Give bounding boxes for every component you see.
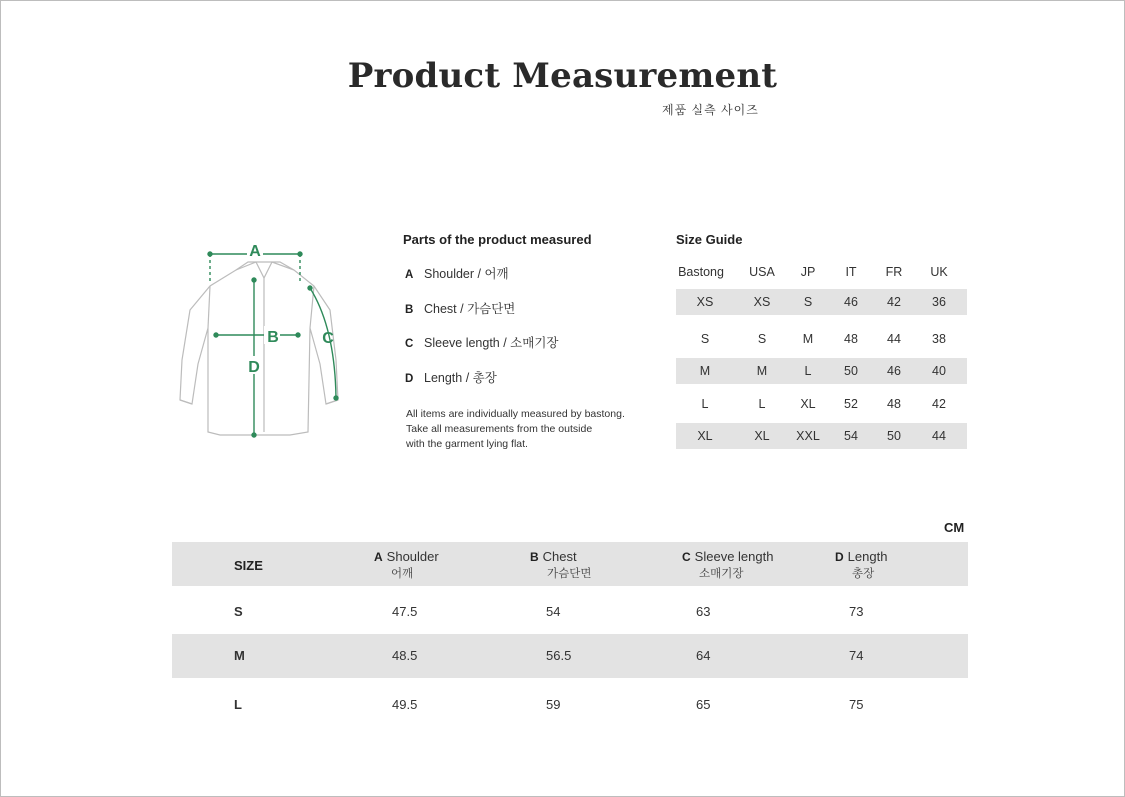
size-guide-cell: XS [696,295,714,309]
diagram-label-a: A [249,243,261,260]
dot-icon [298,252,302,256]
column-label-en: Shoulder [386,549,439,564]
page-subtitle-korean: 제품 실측 사이즈 [662,103,759,117]
parts-list [405,264,645,402]
size-guide-cell: L [701,397,709,411]
dot-icon [252,433,256,437]
size-guide-cell: 38 [932,332,946,346]
page-title: Product Measurement [347,56,778,96]
table-row [172,683,968,727]
chest-cell: 54 [546,604,561,619]
length-cell: 74 [849,648,864,663]
diagram-label-b: B [267,329,279,346]
size-guide-cell: 46 [844,295,858,309]
size-guide-cell: M [802,332,814,346]
size-guide-col-header: JP [800,265,816,279]
size-guide-row [676,289,967,315]
part-letter: D [405,372,414,385]
size-guide-cell: XXL [796,429,820,443]
column-label-ko: 총장 [852,568,875,580]
table-row [172,590,968,634]
sleeve-length-cell: 64 [696,648,711,663]
part-item-length [405,368,645,403]
size-cell: M [234,648,245,663]
column-letter: A [374,550,383,564]
length-cell: 75 [849,697,864,712]
shoulder-cell: 49.5 [392,697,418,712]
column-label-ko: 소매기장 [699,568,744,580]
size-guide-cell: 42 [932,397,946,411]
size-cell: S [234,604,243,619]
column-label-ko: 어깨 [391,568,414,580]
shirt-outline [180,262,338,435]
shoulder-cell: 48.5 [392,648,418,663]
column-label-en: Length [847,549,888,564]
size-guide-cell: XL [800,397,816,411]
column-label-en: Chest [542,549,577,564]
length-cell: 73 [849,604,864,619]
dot-icon [208,252,212,256]
size-guide-cell: M [699,364,711,378]
column-label-ko: 가슴단면 [547,568,592,580]
measurement-table-header [172,542,968,586]
size-guide-cell: L [758,397,766,411]
size-guide-cell: XL [754,429,770,443]
size-guide-cell: L [804,364,812,378]
dot-icon [252,278,256,282]
size-guide-col-header: UK [930,265,948,279]
sleeve-length-cell: 63 [696,604,711,619]
measurement-note [406,407,666,452]
size-guide-cell: XS [753,295,771,309]
size-guide-cell: S [700,332,710,346]
parts-heading: Parts of the product measured [403,232,592,247]
chest-cell: 56.5 [546,648,572,663]
size-guide-row [676,423,967,449]
size-guide-cell: XL [697,429,713,443]
column-letter: C [682,550,691,564]
size-guide-cell: 40 [932,364,946,378]
size-cell: L [234,697,242,712]
size-guide-row [676,358,967,384]
dot-icon [214,333,218,337]
part-label: Chest / 가슴단면 [424,301,516,316]
part-label: Shoulder / 어깨 [424,267,509,281]
unit-label: CM [944,520,965,535]
size-guide-cell: 50 [887,429,901,443]
part-letter: C [405,338,414,350]
dot-icon [334,396,338,400]
column-letter: B [530,550,539,564]
size-guide-header-row [676,259,967,285]
size-guide-heading: Size Guide [676,232,743,247]
size-guide-cell: 52 [844,397,858,411]
shoulder-cell: 47.5 [392,604,418,619]
length-column-header [835,549,887,581]
shoulder-column-header [374,549,439,581]
size-guide-col-header: FR [885,265,903,279]
sleeve-length-column-header [682,549,773,581]
garment-measurement-diagram [170,232,350,447]
size-guide-col-header: Bastong [678,265,724,279]
size-guide-col-header: USA [749,265,775,279]
table-row [172,634,968,678]
size-guide-cell: S [757,332,767,346]
note-line: Take all measurements from the outside [406,423,593,435]
part-label: Sleeve length / 소매기장 [424,336,559,350]
note-line: with the garment lying flat. [406,438,528,450]
size-guide-cell: 44 [932,429,946,443]
size-guide-cell: 36 [932,295,946,309]
size-guide-cell: 44 [887,332,901,346]
size-guide-row [676,391,967,417]
part-label: Length / 총장 [424,370,497,385]
chest-column-header [530,549,591,581]
size-guide-cell: 46 [887,364,901,378]
part-item-shoulder [405,264,645,299]
size-guide-cell: 42 [887,295,901,309]
chest-cell: 59 [546,697,561,712]
size-guide-cell: 48 [844,332,858,346]
part-letter: A [405,269,414,281]
size-guide-cell: 48 [887,397,901,411]
part-item-sleeve-length [405,333,645,368]
note-line: All items are individually measured by bastong. [406,408,625,420]
column-letter: D [835,550,844,564]
sleeve-length-cell: 65 [696,697,711,712]
column-label-en: Sleeve length [694,549,774,564]
part-letter: B [405,303,414,316]
diagram-label-d: D [248,359,260,376]
size-guide-cell: 54 [844,429,858,443]
size-guide-col-header: IT [845,265,857,279]
size-guide-cell: M [756,364,768,378]
diagram-label-c: C [322,330,334,347]
part-item-chest [405,299,645,334]
size-guide-cell: S [803,295,813,309]
size-guide-cell: 50 [844,364,858,378]
dot-icon [296,333,300,337]
size-column-header: SIZE [234,558,263,573]
size-guide-row [676,326,967,352]
dot-icon [308,286,312,290]
